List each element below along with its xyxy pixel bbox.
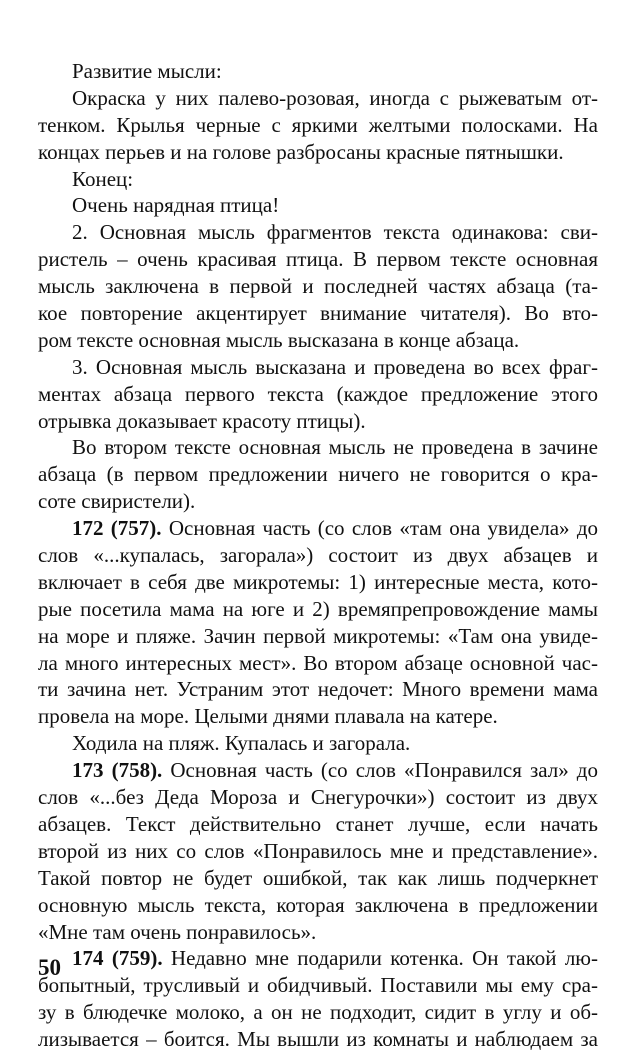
text-line bbox=[38, 192, 598, 219]
text-line bbox=[38, 703, 598, 730]
line-text: Ходила на пляж. Купалась и загорала. bbox=[72, 731, 411, 756]
text-line bbox=[38, 784, 598, 811]
text-line bbox=[38, 300, 598, 327]
line-text: «Мне там очень понравилось». bbox=[38, 919, 317, 944]
line-text: 3. Основная мысль высказана и проведена во всех фраг- bbox=[72, 354, 598, 379]
line-text: абзаца (в первом предложении ничего не говорится о кра- bbox=[38, 462, 598, 487]
text-line bbox=[38, 811, 598, 838]
text-line bbox=[38, 408, 598, 435]
line-text: на море и пляже. Зачин первой микротемы: «Там она увиде- bbox=[38, 623, 598, 648]
text-line bbox=[38, 273, 598, 300]
text-line bbox=[38, 461, 598, 488]
text-line bbox=[38, 515, 598, 542]
text-line bbox=[38, 85, 598, 112]
line-text: включает в себя две микротемы: 1) интересные места, кото- bbox=[38, 569, 598, 594]
text-line bbox=[38, 219, 598, 246]
line-text: рые посетила мама на юге и 2) времяпрепровождение мамы bbox=[38, 596, 598, 621]
text-line bbox=[38, 327, 598, 354]
line-text: Такой повтор не будет ошибкой, так как лишь подчеркнет bbox=[38, 865, 598, 890]
line-text: Очень нарядная птица! bbox=[72, 193, 280, 218]
text-line bbox=[38, 999, 598, 1026]
line-text: слов «...без Деда Мороза и Снегурочки») состоит из двух bbox=[38, 785, 598, 810]
line-text: ла много интересных мест». Во втором абзаце основной час- bbox=[38, 650, 598, 675]
line-text: Окраска у них палево-розовая, иногда с рыжеватым от- bbox=[72, 85, 598, 110]
exercise-number: 172 (757). bbox=[72, 516, 162, 541]
line-text: Основная часть (со слов «Понравился зал» до bbox=[162, 758, 598, 783]
line-text: абзацев. Текст действительно станет лучше, если начать bbox=[38, 811, 598, 836]
text-line bbox=[38, 676, 598, 703]
text-line bbox=[38, 757, 598, 784]
text-line bbox=[38, 569, 598, 596]
exercise-number: 174 (759). bbox=[72, 946, 163, 971]
text-line bbox=[38, 139, 598, 166]
text-line bbox=[38, 434, 598, 461]
text-line bbox=[38, 112, 598, 139]
line-text: провела на море. Целыми днями плавала на катере. bbox=[38, 704, 498, 729]
text-line bbox=[38, 1026, 598, 1053]
line-text: Конец: bbox=[72, 166, 134, 191]
line-text: зу в блюдечке молоко, а он не подходит, сидит в углу и об- bbox=[38, 1000, 598, 1025]
line-text: лизывается – боится. Мы вышли из комнаты и наблюдаем за bbox=[38, 1027, 598, 1052]
line-text: слов «...купалась, загорала») состоит из двух абзацев и bbox=[38, 543, 598, 568]
line-text: ром тексте основная мысль высказана в конце абзаца. bbox=[38, 327, 520, 352]
line-text: Недавно мне подарили котенка. Он такой лю- bbox=[162, 946, 598, 971]
text-line bbox=[38, 919, 598, 946]
line-text: мысль заключена в первой и последней частях абзаца (та- bbox=[38, 274, 598, 299]
line-text: ристель – очень красивая птица. В первом тексте основная bbox=[38, 247, 598, 272]
line-text: концах перьев и на голове разбросаны красные пятнышки. bbox=[38, 139, 564, 164]
text-line bbox=[38, 596, 598, 623]
line-text: отрывка доказывает красоту птицы). bbox=[38, 408, 366, 433]
text-line bbox=[38, 58, 598, 85]
text-line bbox=[38, 623, 598, 650]
line-text: кое повторение акцентирует внимание читателя). Во вто- bbox=[38, 301, 598, 326]
exercise-number: 173 (758). bbox=[72, 758, 163, 783]
line-text: Развитие мысли: bbox=[72, 59, 222, 83]
text-line bbox=[38, 354, 598, 381]
text-line bbox=[38, 381, 598, 408]
line-text: соте свиристели). bbox=[38, 489, 196, 514]
line-text: Во втором тексте основная мысль не проведена в зачине bbox=[72, 435, 598, 460]
line-text: второй из них со слов «Понравилось мне и представление». bbox=[38, 838, 598, 863]
text-line bbox=[38, 972, 598, 999]
line-text: тенком. Крылья черные с яркими желтыми полосками. На bbox=[38, 112, 598, 137]
text-line bbox=[38, 892, 598, 919]
text-line bbox=[38, 865, 598, 892]
line-text: бопытный, трусливый и обидчивый. Поставили мы ему сра- bbox=[38, 973, 598, 998]
text-line bbox=[38, 945, 598, 972]
text-line bbox=[38, 650, 598, 677]
line-text: ти зачина нет. Устраним этот недочет: Много времени мама bbox=[38, 677, 598, 702]
line-text: основную мысль текста, которая заключена в предложении bbox=[38, 892, 598, 917]
line-text: Основная часть (со слов «там она увидела» до bbox=[161, 516, 598, 541]
text-line bbox=[38, 246, 598, 273]
text-line bbox=[38, 166, 598, 193]
line-text: 2. Основная мысль фрагментов текста одинакова: сви- bbox=[72, 220, 598, 245]
text-line bbox=[38, 730, 598, 757]
text-line bbox=[38, 542, 598, 569]
document-page bbox=[38, 58, 598, 1053]
text-line bbox=[38, 838, 598, 865]
page-number: 50 bbox=[38, 955, 61, 980]
text-line bbox=[38, 488, 598, 515]
line-text: ментах абзаца первого текста (каждое предложение этого bbox=[38, 381, 598, 406]
